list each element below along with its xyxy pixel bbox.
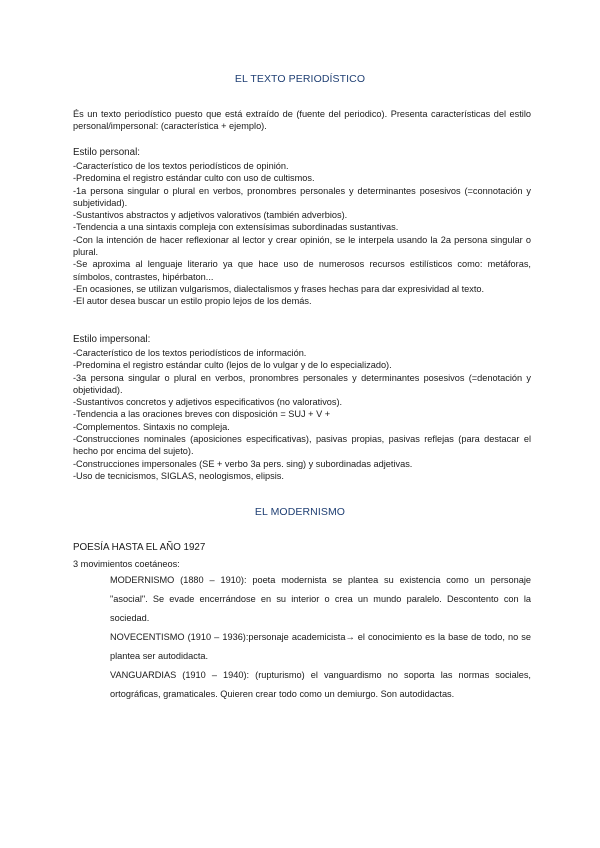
list-item: -Tendencia a las oraciones breves con disposición = SUJ + V + <box>73 409 331 420</box>
movimiento-novecentismo: NOVECENTISMO (1910 – 1936):personaje academicista→ el conocimiento es la base de todo, no se plantea ser autodidacta. <box>110 632 531 661</box>
heading-poesia-1927: POESÍA HASTA EL AÑO 1927 <box>73 542 206 553</box>
list-estilo-impersonal <box>73 347 531 482</box>
list-item: -En ocasiones, se utilizan vulgarismos, dialectalismos y frases hechas para dar expresividad al texto. <box>73 283 485 294</box>
list-item: -Tendencia a una sintaxis compleja con extensísimas subordinadas sustantivas. <box>73 222 399 233</box>
heading-estilo-impersonal: Estilo impersonal: <box>73 334 151 345</box>
list-item: -Predomina el registro estándar culto (lejos de lo vulgar y de lo especializado). <box>73 360 392 371</box>
list-item: -3a persona singular o plural en verbos, pronombres personales y determinantes posesivos (=denotación y objetividad). <box>73 372 531 395</box>
title-modernismo: EL MODERNISMO <box>254 506 346 518</box>
list-item: -Sustantivos abstractos y adjetivos valorativos (también adverbios). <box>73 210 348 221</box>
list-item: -Construcciones nominales (aposiciones especificativas), pasivas propias, pasivas reflejas (para destacar el hecho por encima del sujeto). <box>73 434 531 457</box>
list-item: -Característico de los textos periodísticos de información. <box>73 348 307 358</box>
list-item: -Uso de tecnicismos, SIGLAS, neologismos, elipsis. <box>73 470 284 481</box>
list-item: -1a persona singular o plural en verbos, pronombres personales y determinantes posesivos (=connotación y subjetividad). <box>73 185 531 208</box>
list-item: -Característico de los textos periodísticos de opinión. <box>73 161 289 171</box>
list-item: -Construcciones impersonales (SE + verbo 3a pers. sing) y subordinadas adjetivas. <box>73 458 413 469</box>
list-item: -Predomina el registro estándar culto con uso de cultismos. <box>73 173 315 184</box>
movimiento-vanguardias: VANGUARDIAS (1910 – 1940): (rupturismo) el vanguardismo no soporta las normas sociales, ortográficas, gramaticales. Quieren crear todo como un demiurgo. Son autodidactas. <box>110 670 531 699</box>
title-texto-periodistico: EL TEXTO PERIODÍSTICO <box>234 73 366 85</box>
heading-estilo-personal: Estilo personal: <box>73 147 140 158</box>
list-item: -Complementos. Sintaxis no compleja. <box>73 421 230 432</box>
list-item: -El autor desea buscar un estilo propio lejos de los demás. <box>73 296 312 307</box>
list-estilo-personal <box>73 160 531 308</box>
movimiento-modernismo: MODERNISMO (1880 – 1910): poeta modernista se plantea su existencia como un personaje "asocial". Se evade encerrándose en su interior o crea un mundo paralelo. Descontento con la sociedad. <box>110 575 531 623</box>
list-item: -Sustantivos concretos y adjetivos especificativos (no valorativos). <box>73 397 343 408</box>
list-item: -Se aproxima al lenguaje literario ya que hace uso de numerosos recursos estilísticos como: metáforas, símbolos, contrastes, hipérbaton... <box>73 259 531 282</box>
label-movimientos: 3 movimientos coetáneos: <box>73 559 180 569</box>
intro-paragraph: És un texto periodístico puesto que está extraído de (fuente del periodico). Presenta características del estilo personal/impersonal: (característica + ejemplo). <box>73 109 531 132</box>
list-item: -Con la intención de hacer reflexionar al lector y crear opinión, se le interpela usando la 2a persona singular o plural. <box>73 234 531 258</box>
list-movimientos <box>110 571 531 704</box>
